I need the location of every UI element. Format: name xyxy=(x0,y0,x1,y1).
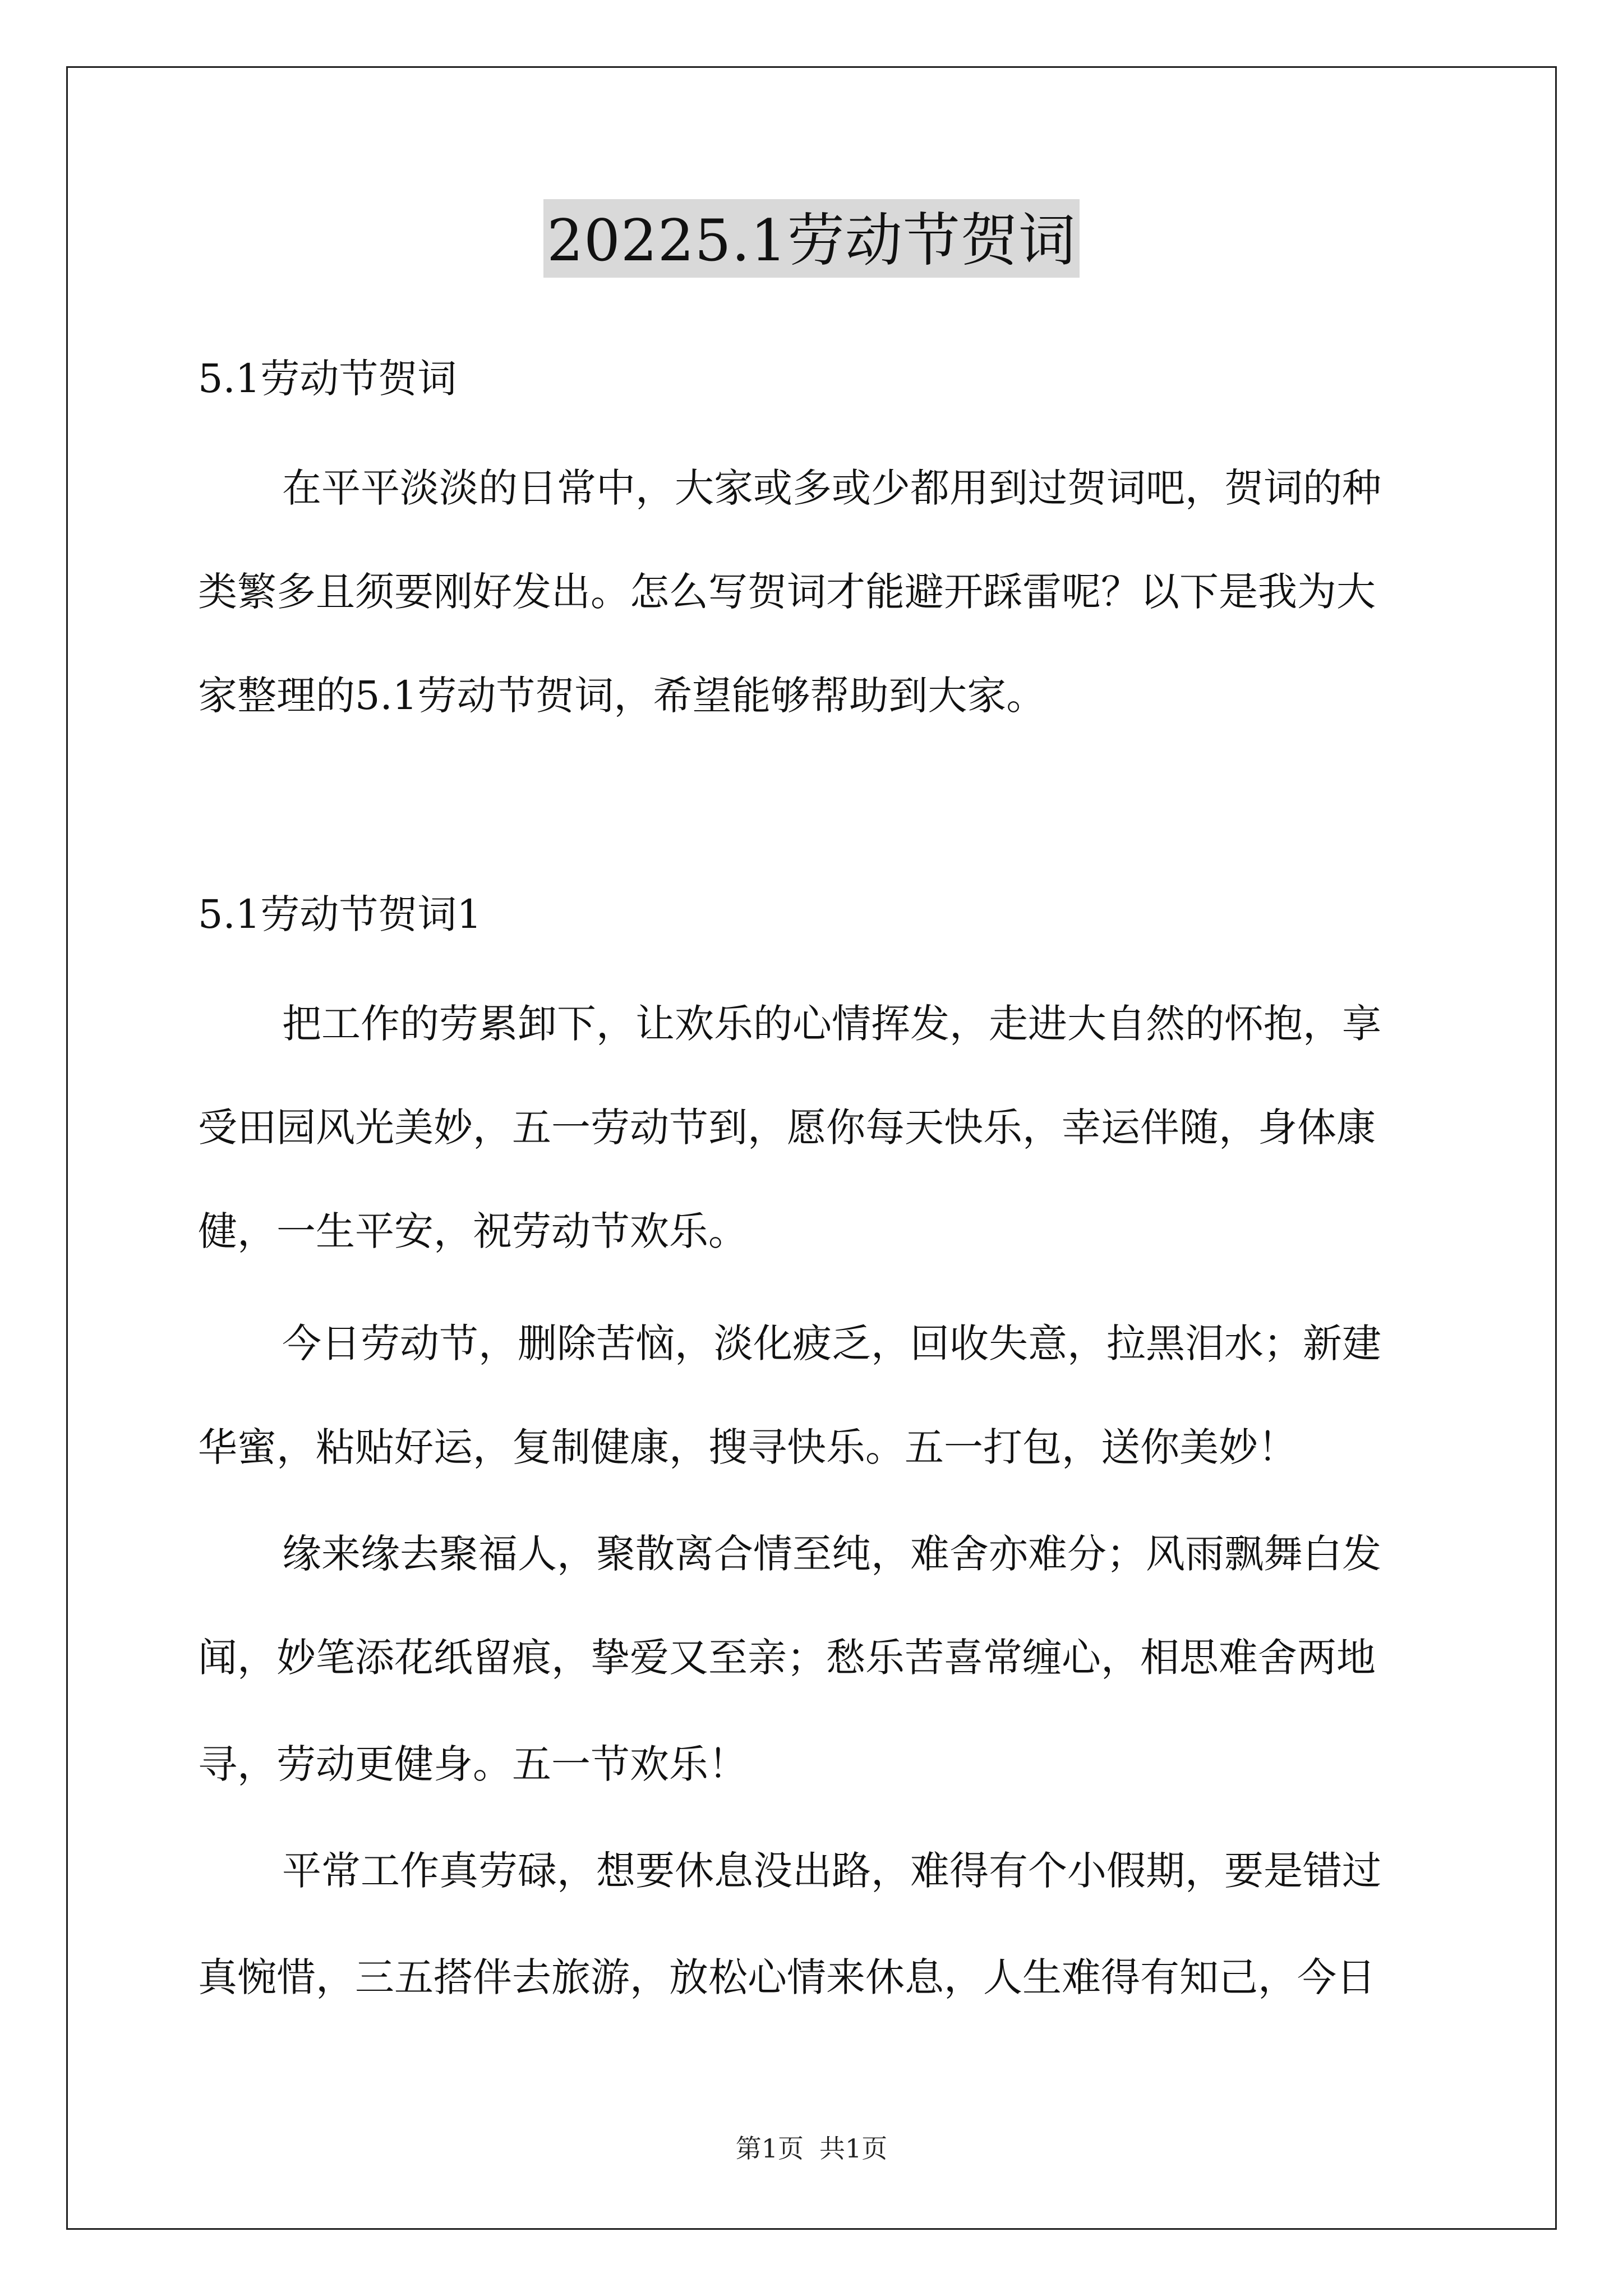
paragraph-line: 受田园风光美妙，五一劳动节到，愿你每天快乐，幸运伴随，身体康 xyxy=(198,1105,1376,1151)
page-footer xyxy=(0,2132,1623,2165)
page-total: 共1页 xyxy=(819,2133,888,2164)
paragraph-line: 今日劳动节，删除苦恼，淡化疲乏，回收失意，拉黑泪水；新建 xyxy=(282,1320,1381,1366)
document-title: 20225.1劳动节贺词 xyxy=(543,199,1080,278)
section-heading: 5.1劳动节贺词1 xyxy=(198,891,482,937)
page-number: 第1页 xyxy=(735,2133,804,2164)
paragraph-line: 家整理的5.1劳动节贺词，希望能够帮助到大家。 xyxy=(198,673,1046,719)
paragraph-line: 在平平淡淡的日常中，大家或多或少都用到过贺词吧，贺词的种 xyxy=(282,465,1381,511)
paragraph-line: 健，一生平安，祝劳动节欢乐。 xyxy=(198,1208,748,1254)
paragraph-line: 类繁多且须要刚好发出。怎么写贺词才能避开踩雷呢？以下是我为大 xyxy=(198,569,1376,615)
title-wrap xyxy=(0,199,1623,278)
paragraph-line: 真惋惜，三五搭伴去旅游，放松心情来休息，人生难得有知己，今日 xyxy=(198,1954,1376,2000)
section-heading: 5.1劳动节贺词 xyxy=(198,356,457,402)
paragraph-line: 平常工作真劳碌，想要休息没出路，难得有个小假期，要是错过 xyxy=(282,1848,1381,1894)
paragraph-line: 闻，妙笔添花纸留痕，挚爱又至亲；愁乐苦喜常缠心，相思难舍两地 xyxy=(198,1635,1376,1681)
paragraph-line: 华蜜，粘贴好运，复制健康，搜寻快乐。五一打包，送你美妙！ xyxy=(198,1424,1297,1470)
paragraph-line: 寻，劳动更健身。五一节欢乐！ xyxy=(198,1741,748,1787)
paragraph-line: 缘来缘去聚福人，聚散离合情至纯，难舍亦难分；风雨飘舞白发 xyxy=(282,1531,1381,1577)
paragraph-line: 把工作的劳累卸下，让欢乐的心情挥发，走进大自然的怀抱，享 xyxy=(282,1001,1381,1047)
